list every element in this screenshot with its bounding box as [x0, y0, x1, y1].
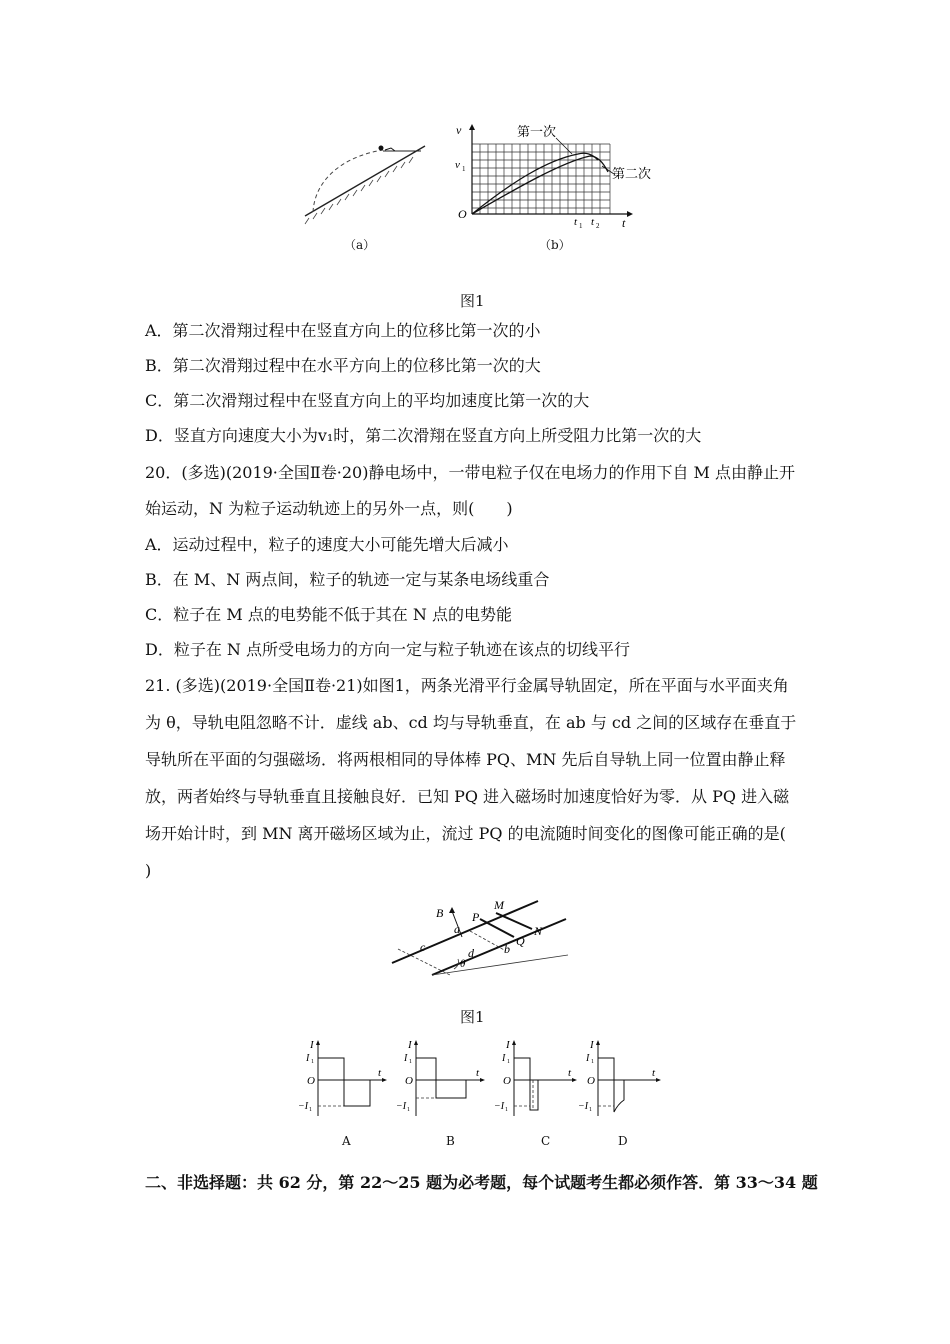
- q20-option-d: D．粒子在 N 点所受电场力的方向一定与粒子轨迹在该点的切线平行: [145, 640, 631, 659]
- graph-d-i-label: I: [590, 1039, 594, 1051]
- q21-stem-line3: 导轨所在平面的匀强磁场．将两根相同的导体棒 PQ、MN 先后自导轨上同一位置由静止释: [145, 750, 786, 769]
- q20-option-b: B．在 M、N 两点间，粒子的轨迹一定与某条电场线重合: [145, 570, 550, 589]
- graph-b-i1-sub: 1: [409, 1059, 412, 1065]
- v-axis-label: v: [456, 123, 462, 137]
- graph-d-t-label: t: [652, 1067, 656, 1079]
- q21-stem-line5: 场开始计时，到 MN 离开磁场区域为止，流过 PQ 的电流随时间变化的图像可能正确的是(: [145, 824, 786, 843]
- label-theta: θ: [460, 958, 466, 970]
- graph-a: [296, 1038, 391, 1124]
- q19-option-d: D．竖直方向速度大小为v₁时，第二次滑翔在竖直方向上所受阻力比第一次的大: [145, 426, 702, 445]
- graph-b: [394, 1038, 489, 1124]
- graph-a-i1-label: I: [306, 1053, 310, 1064]
- first-label: 第一次: [517, 124, 557, 139]
- v1-label: v: [455, 159, 460, 171]
- graph-a-neg-i1-label: −I: [298, 1101, 309, 1112]
- t2-label: t: [591, 216, 595, 228]
- q19-option-b: B．第二次滑翔过程中在水平方向上的位移比第一次的大: [145, 356, 541, 375]
- label-d: d: [468, 946, 474, 960]
- label-B: B: [436, 906, 444, 920]
- graph-c-i1-sub: 1: [507, 1059, 510, 1065]
- figure-caption-rails: 图1: [460, 1008, 485, 1026]
- origin-label: O: [458, 207, 467, 221]
- q21-stem-line4: 放，两者始终与导轨垂直且接触良好．已知 PQ 进入磁场时加速度恰好为零．从 PQ 进入磁: [145, 787, 790, 806]
- graph-d-caption: D: [618, 1134, 628, 1148]
- graph-c: [492, 1038, 582, 1124]
- q19-option-a: A．第二次滑翔过程中在竖直方向上的位移比第一次的小: [145, 321, 541, 340]
- graph-d: [576, 1038, 666, 1124]
- label-c: c: [420, 940, 426, 954]
- graph-c-i-label: I: [506, 1039, 510, 1051]
- q20-option-a: A．运动过程中，粒子的速度大小可能先增大后减小: [145, 535, 509, 554]
- graph-a-i-label: I: [310, 1039, 314, 1051]
- graph-b-i1-label: I: [404, 1053, 408, 1064]
- graph-b-t-label: t: [476, 1067, 480, 1079]
- graph-a-i1-sub: 1: [311, 1059, 314, 1065]
- figure-caption-top: 图1: [460, 292, 485, 310]
- graph-b-caption: B: [446, 1134, 455, 1148]
- q21-stem-line6: ): [145, 861, 152, 880]
- graph-options: [296, 1038, 666, 1150]
- graph-c-origin: O: [503, 1075, 511, 1087]
- figure-slope-glider: [295, 128, 435, 228]
- graph-b-origin: O: [405, 1075, 413, 1087]
- graph-c-i1-label: I: [502, 1053, 506, 1064]
- graph-c-caption: C: [541, 1134, 551, 1148]
- q19-option-c: C．第二次滑翔过程中在竖直方向上的平均加速度比第一次的大: [145, 391, 590, 410]
- figure-vt-graph: [452, 122, 662, 234]
- graph-d-i1-label: I: [586, 1053, 590, 1064]
- graph-a-neg-i1-sub: 1: [309, 1107, 312, 1113]
- t1-label: t: [574, 216, 578, 228]
- label-a: a: [454, 922, 460, 936]
- q20-stem-line1: 20．(多选)(2019·全国Ⅱ卷·20)静电场中，一带电粒子仅在电场力的作用下自 M 点由静止开: [145, 463, 796, 482]
- sublabel-b: （b）: [539, 238, 571, 252]
- q20-stem-line2: 始运动，N 为粒子运动轨迹上的另外一点，则( ): [145, 499, 513, 518]
- label-b: b: [504, 942, 510, 956]
- graph-b-neg-i1-sub: 1: [407, 1107, 410, 1113]
- graph-d-i1-sub: 1: [591, 1059, 594, 1065]
- q20-option-c: C．粒子在 M 点的电势能不低于其在 N 点的电势能: [145, 605, 512, 624]
- label-M: M: [494, 898, 504, 912]
- graph-a-caption: A: [342, 1134, 351, 1148]
- graph-b-i-label: I: [408, 1039, 412, 1051]
- graph-c-neg-i1-label: −I: [494, 1101, 505, 1112]
- graph-c-neg-i1-sub: 1: [505, 1107, 508, 1113]
- q21-stem-line1: 21. (多选)(2019·全国Ⅱ卷·21)如图1，两条光滑平行金属导轨固定，所在平面与水平面夹角: [145, 676, 789, 695]
- graph-c-t-label: t: [568, 1067, 572, 1079]
- sublabel-a: （a）: [344, 238, 376, 252]
- section-2-heading: 二、非选择题：共 62 分，第 22～25 题为必考题，每个试题考生都必须作答．第 33～34 题: [145, 1173, 818, 1192]
- q21-stem-line2: 为 θ，导轨电阻忽略不计．虚线 ab、cd 均与导轨垂直，在 ab 与 cd 之间的区域存在垂直于: [145, 713, 797, 732]
- second-label: 第二次: [612, 166, 652, 181]
- figure-rails: [388, 893, 578, 983]
- label-N: N: [534, 924, 543, 938]
- label-Q: Q: [516, 934, 525, 948]
- v1-sub: 1: [462, 165, 466, 173]
- t1-sub: 1: [579, 222, 583, 230]
- graph-a-origin: O: [307, 1075, 315, 1087]
- t2-sub: 2: [596, 222, 600, 230]
- graph-a-t-label: t: [378, 1067, 382, 1079]
- graph-d-neg-i1-sub: 1: [589, 1107, 592, 1113]
- graph-d-neg-i1-label: −I: [578, 1101, 589, 1112]
- t-axis-label: t: [622, 216, 626, 230]
- graph-d-origin: O: [587, 1075, 595, 1087]
- graph-b-neg-i1-label: −I: [396, 1101, 407, 1112]
- label-P: P: [472, 910, 480, 924]
